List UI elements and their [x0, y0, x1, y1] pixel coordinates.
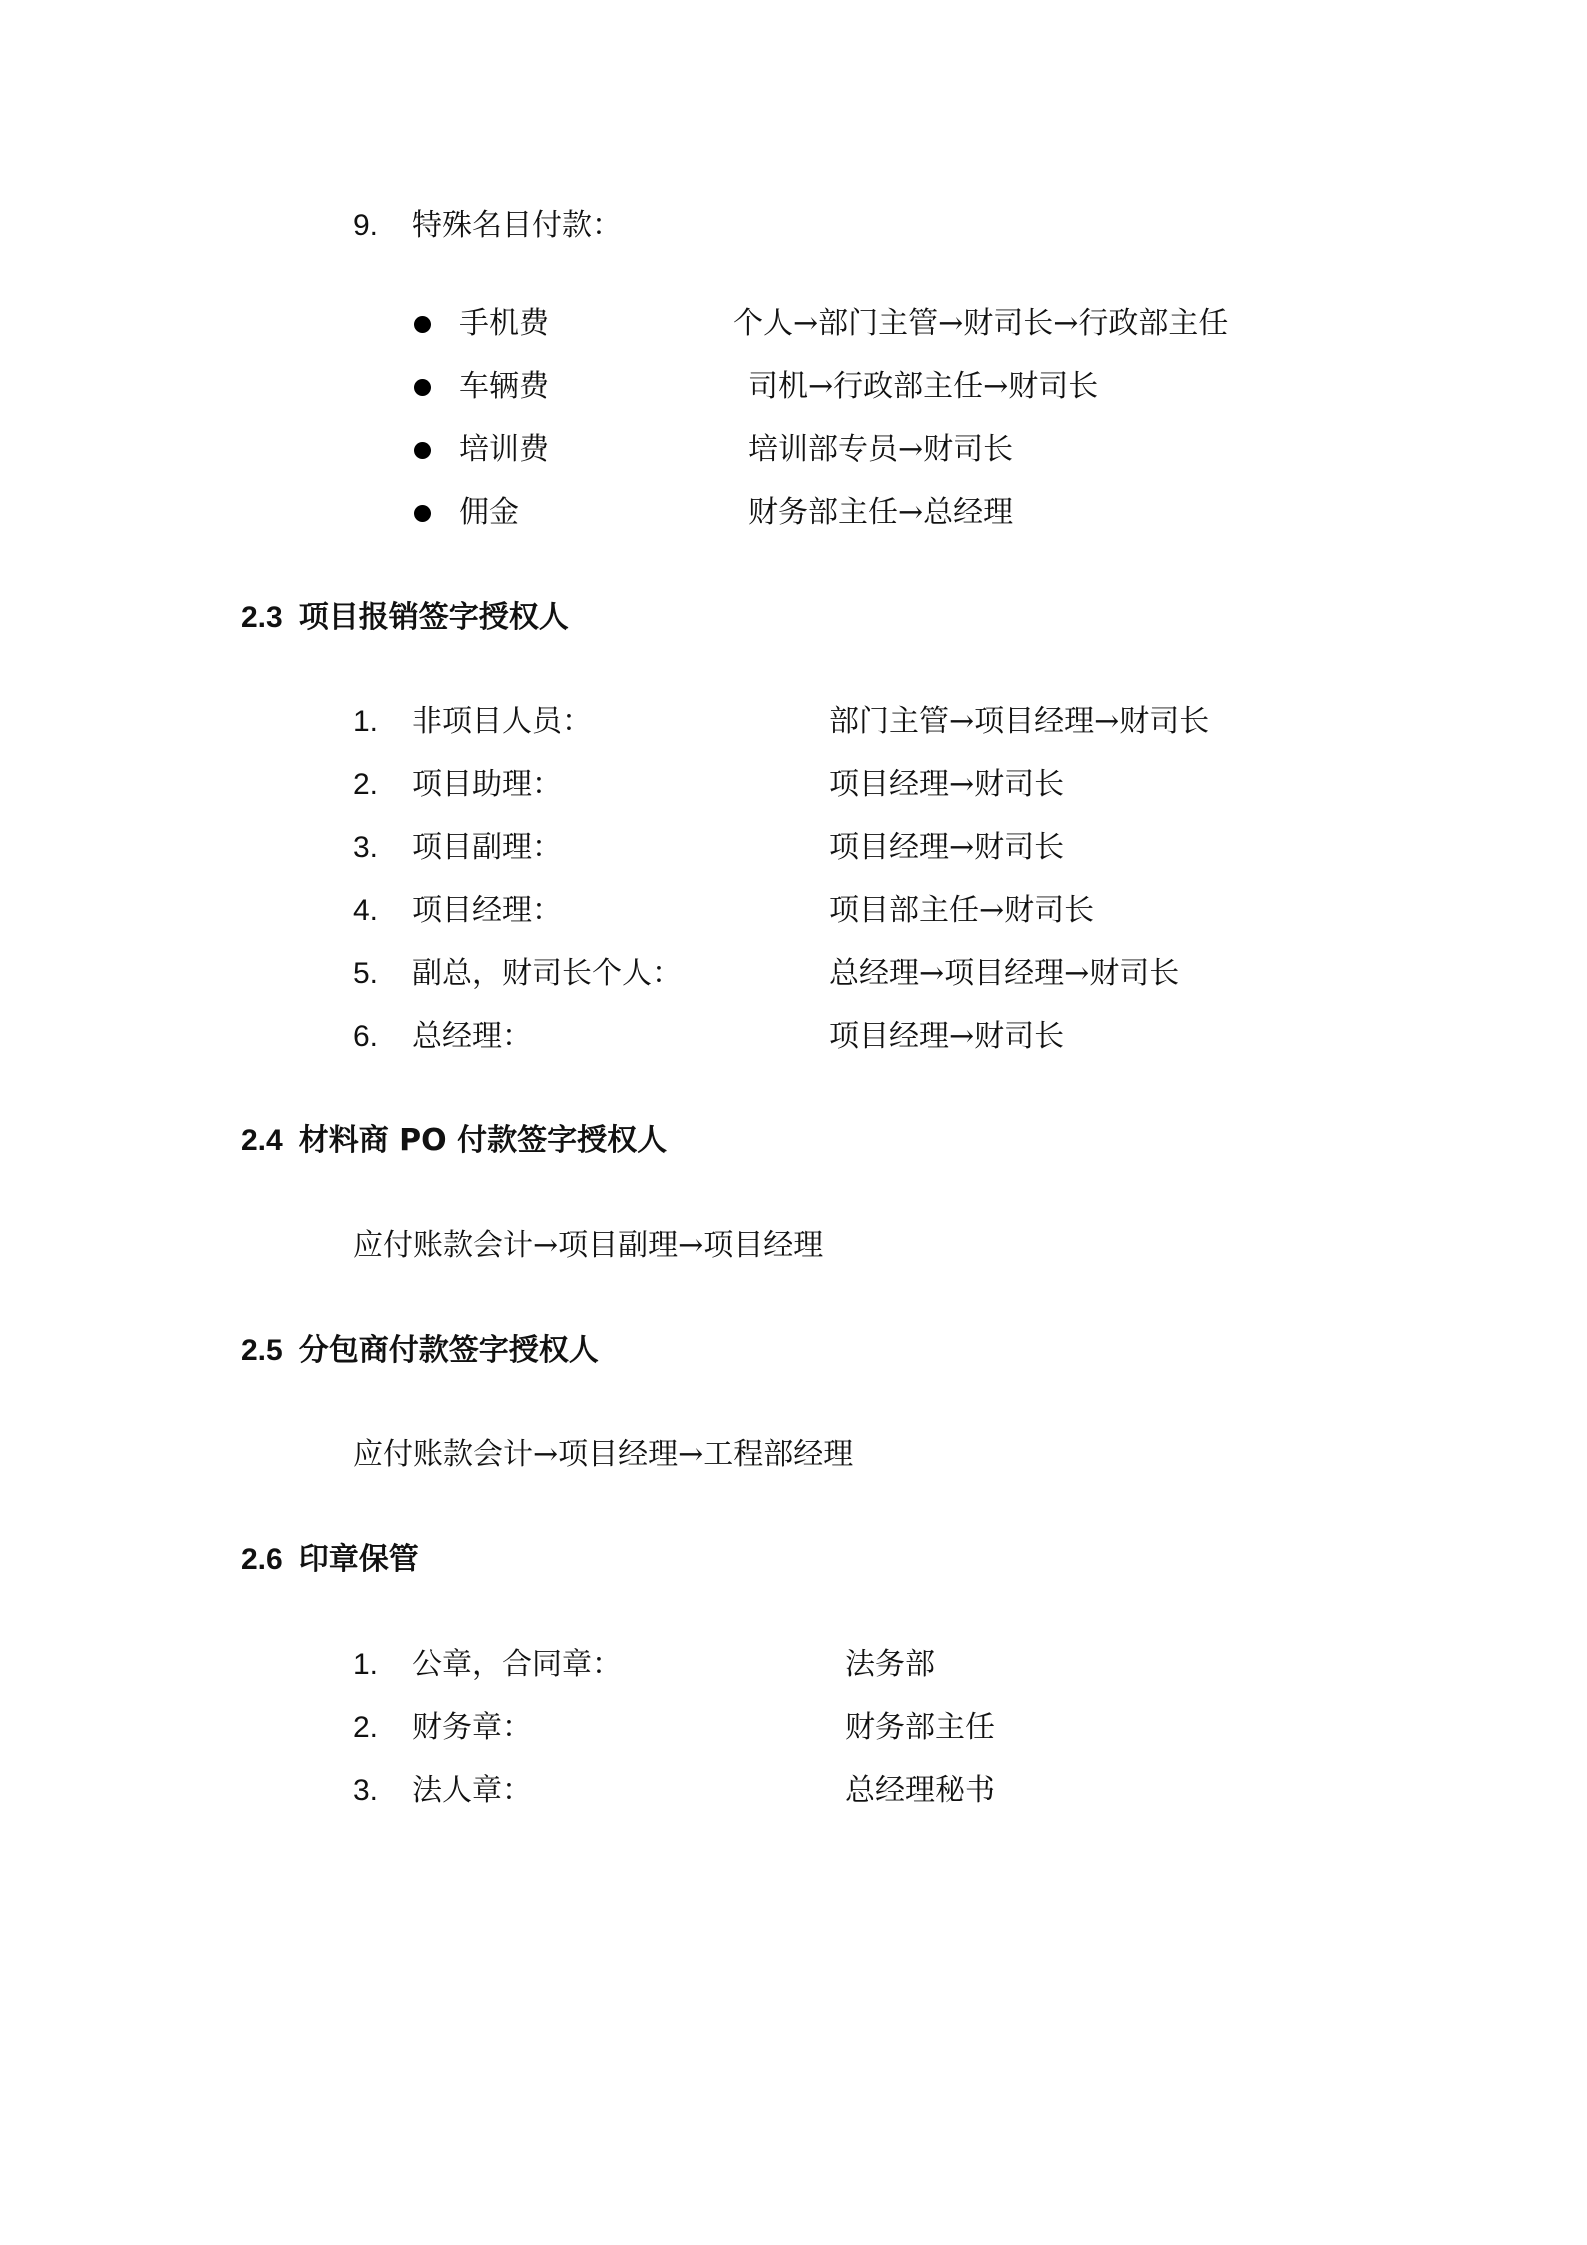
section-heading — [241, 1121, 667, 1161]
list-item-flow: 培训部专员→财司长 — [748, 432, 1014, 467]
section-number: 2.5 — [241, 1334, 283, 1367]
section-heading — [241, 1331, 599, 1371]
list-item-label: 总经理： — [412, 1019, 532, 1054]
list-item-flow: 项目经理→财司长 — [829, 1019, 1065, 1054]
list-item-flow: 项目部主任→财司长 — [829, 893, 1095, 928]
section-title: 材料商 PO 付款签字授权人 — [298, 1123, 668, 1158]
list-item-label: 副总，财司长个人： — [412, 956, 682, 991]
list-item-label: 手机费 — [459, 306, 549, 341]
section-title: 分包商付款签字授权人 — [298, 1333, 599, 1368]
section-heading — [241, 1540, 419, 1580]
list-item-label: 车辆费 — [459, 369, 549, 404]
list-number: 4. — [353, 894, 379, 927]
section-number: 2.4 — [241, 1124, 283, 1157]
list-item-label: 法人章： — [412, 1773, 532, 1808]
section-number: 2.3 — [241, 601, 283, 634]
list-number: 5. — [353, 957, 379, 990]
list-item-label: 公章，合同章： — [412, 1647, 622, 1682]
list-number: 6. — [353, 1020, 379, 1053]
list-item-flow: 项目经理→财司长 — [829, 767, 1065, 802]
section-heading — [241, 598, 569, 638]
list-item-holder: 总经理秘书 — [845, 1773, 995, 1808]
list-item-flow: 财务部主任→总经理 — [748, 495, 1014, 530]
bullet-icon — [414, 379, 431, 396]
flow-text: 应付账款会计→项目副理→项目经理 — [353, 1228, 824, 1263]
list-item-label: 项目助理： — [412, 767, 562, 802]
list-item-holder: 财务部主任 — [845, 1710, 995, 1745]
list-number: 2. — [353, 768, 379, 801]
list-number: 3. — [353, 1774, 379, 1807]
section-title: 印章保管 — [298, 1542, 419, 1577]
bullet-icon — [414, 442, 431, 459]
list-item-holder: 法务部 — [845, 1647, 935, 1682]
list-item-flow: 总经理→项目经理→财司长 — [829, 956, 1180, 991]
list-item-flow: 司机→行政部主任→财司长 — [748, 369, 1099, 404]
list-item-title: 特殊名目付款： — [412, 208, 622, 243]
list-number: 1. — [353, 705, 379, 738]
list-item-flow: 项目经理→财司长 — [829, 830, 1065, 865]
list-item-label: 培训费 — [459, 432, 549, 467]
list-item-flow: 个人→部门主管→财司长→行政部主任 — [733, 306, 1229, 341]
section-title: 项目报销签字授权人 — [298, 600, 569, 635]
list-item-label: 项目副理： — [412, 830, 562, 865]
list-number: 9. — [353, 209, 379, 242]
list-item-label: 财务章： — [412, 1710, 532, 1745]
list-item-label: 项目经理： — [412, 893, 562, 928]
list-number: 1. — [353, 1648, 379, 1681]
list-item-label: 非项目人员： — [412, 704, 592, 739]
bullet-icon — [414, 316, 431, 333]
list-number: 2. — [353, 1711, 379, 1744]
list-number: 3. — [353, 831, 379, 864]
bullet-icon — [414, 505, 431, 522]
section-number: 2.6 — [241, 1543, 283, 1576]
list-item-flow: 部门主管→项目经理→财司长 — [829, 704, 1210, 739]
list-item-label: 佣金 — [459, 495, 519, 530]
flow-text: 应付账款会计→项目经理→工程部经理 — [353, 1437, 854, 1472]
